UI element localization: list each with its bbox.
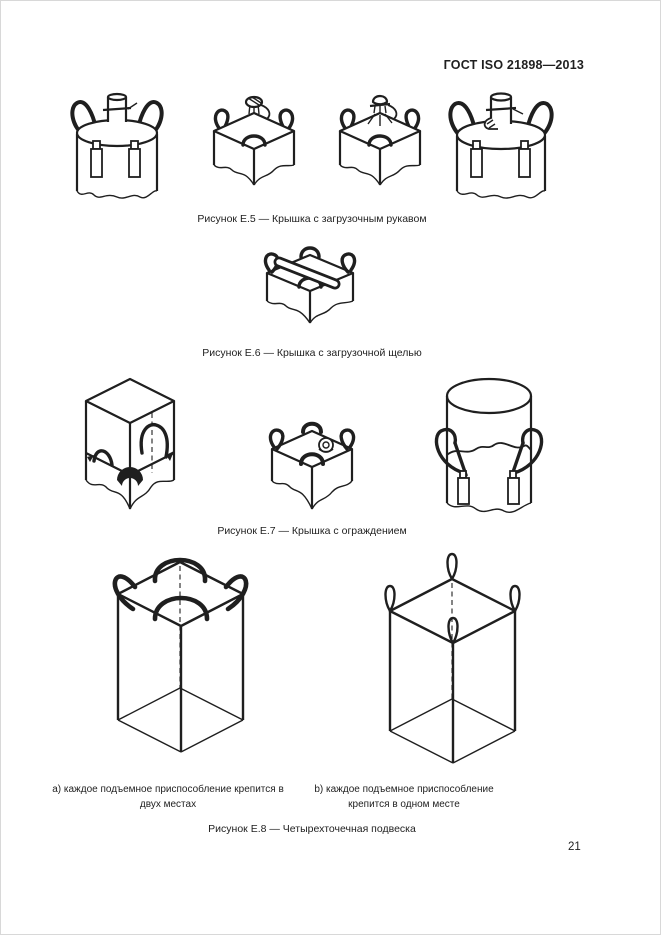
figure-e5-caption: Рисунок Е.5 — Крышка с загрузочным рукавом [197,213,427,225]
figure-e7-drawings [56,365,581,525]
e5-box-bag-gathered-spout [340,96,420,185]
figure-e8-caption: Рисунок Е.8 — Четырехточечная подвеска [208,823,416,835]
e8a-box-two-point-loops [115,560,246,752]
figure-e6-drawing [251,243,369,341]
figure-e5-drawings [61,87,581,211]
figure-e7-caption: Рисунок Е.7 — Крышка с ограждением [217,525,407,537]
e7-closed-cover-box [86,379,174,509]
figure-e6-caption: Рисунок Е.6 — Крышка с загрузочной щелью [202,347,422,359]
standard-number-header: ГОСТ ISO 21898—2013 [443,58,584,72]
e5-round-bag-open-spout [72,94,161,198]
e8b-box-single-point-loops [386,554,520,763]
e6-box-bag-filling-slit [265,248,354,323]
e7-box-bag-top-vent [270,424,353,509]
figure-e8-sub-a-caption: a) каждое подъемное приспособление крепится в двух местах [52,784,284,810]
e5-box-bag-knotted-spout [214,97,294,185]
e5-round-bag-closed-spout [450,94,551,199]
page-number: 21 [568,841,581,853]
figure-e8b-drawing [379,551,529,771]
e7-round-bag-raised-fence [436,379,541,512]
figure-e8a-drawing [103,551,258,763]
figure-e8-sub-b-caption: b) каждое подъемное приспособление крепится в одном месте [314,784,494,810]
